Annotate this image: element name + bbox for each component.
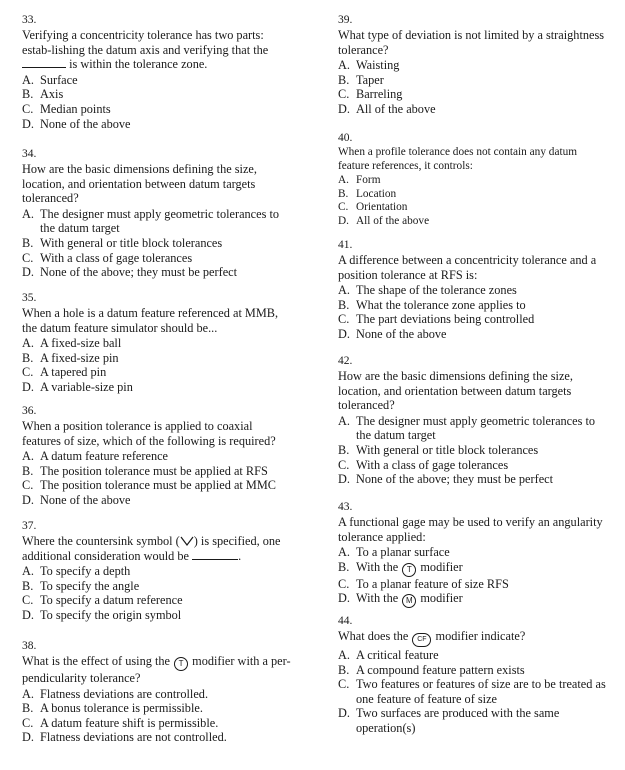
option-c: C. Orientation bbox=[338, 201, 408, 214]
option-a: A. To a planar surface bbox=[338, 545, 450, 560]
option-d: D. To specify the origin symbol bbox=[22, 607, 182, 622]
option-b: B. To specify the angle bbox=[22, 578, 140, 593]
question-text: When a hole is a datum feature referenced at MMB, the datum feature simulator should be... bbox=[22, 306, 279, 335]
option-d: D. None of the above bbox=[22, 116, 131, 131]
option-c: C. Two features or features of size are to be treated as one feature of feature of size bbox=[338, 677, 606, 706]
option-d: D. None of the above; they must be perfect bbox=[338, 472, 554, 487]
countersink-icon bbox=[180, 536, 194, 546]
option-a: A. A fixed-size ball bbox=[22, 336, 122, 351]
option-b: B. With general or title block tolerances bbox=[338, 442, 539, 457]
question-number: 35. bbox=[22, 292, 37, 304]
question-39 bbox=[338, 14, 610, 117]
option-a: A. The designer must apply geometric tolerances to the datum target bbox=[22, 206, 280, 236]
option-d: D. Flatness deviations are not controlled. bbox=[22, 730, 227, 745]
question-35 bbox=[22, 292, 294, 395]
question-text: When a profile tolerance does not contain any datum feature references, it controls: bbox=[338, 146, 578, 172]
option-a: A. The designer must apply geometric tolerances to the datum target bbox=[338, 413, 596, 443]
option-b: B. Axis bbox=[22, 87, 64, 102]
question-text: Verifying a concentricity tolerance has two parts: estab-lishing the datum axis and verifying that the is within the tolerance zone. bbox=[22, 28, 269, 72]
question-text: A difference between a concentricity tolerance and a position tolerance at RFS is: bbox=[338, 253, 597, 282]
question-number: 40. bbox=[338, 132, 353, 144]
option-b: B. A bonus tolerance is permissible. bbox=[22, 701, 203, 716]
option-b: B. Taper bbox=[338, 72, 384, 87]
question-38 bbox=[22, 640, 294, 745]
question-number: 38. bbox=[22, 640, 37, 652]
question-40 bbox=[338, 132, 598, 229]
option-d: D. None of the above bbox=[22, 492, 131, 507]
option-b: B. The position tolerance must be applied at RFS bbox=[22, 463, 268, 478]
option-a: A. A datum feature reference bbox=[22, 449, 169, 464]
continuous-feature-modifier-icon: CF bbox=[412, 633, 431, 647]
option-b: B. What the tolerance zone applies to bbox=[338, 297, 526, 312]
option-c: C. A tapered pin bbox=[22, 365, 107, 380]
tangent-plane-modifier-icon: T bbox=[402, 563, 416, 577]
question-text: When a position tolerance is applied to coaxial features of size, which of the following is required? bbox=[22, 419, 276, 448]
option-b: B. With general or title block tolerances bbox=[22, 235, 223, 250]
question-number: 36. bbox=[22, 405, 37, 417]
option-b: B. With the T modifier bbox=[338, 560, 610, 577]
option-d: D. None of the above; they must be perfect bbox=[22, 265, 238, 280]
option-a: A. To specify a depth bbox=[22, 564, 131, 579]
question-text: A functional gage may be used to verify an angularity tolerance applied: bbox=[338, 515, 603, 544]
tangent-plane-modifier-icon: T bbox=[174, 657, 188, 671]
option-c: C. To a planar feature of size RFS bbox=[338, 576, 509, 591]
option-c: C. The part deviations being controlled bbox=[338, 312, 535, 327]
option-d: D. A variable-size pin bbox=[22, 379, 133, 394]
option-d: D. All of the above bbox=[338, 101, 436, 116]
question-37 bbox=[22, 520, 294, 623]
option-a: A. Form bbox=[338, 174, 381, 187]
question-36 bbox=[22, 405, 294, 508]
question-number: 42. bbox=[338, 355, 353, 367]
option-c: C. The position tolerance must be applied at MMC bbox=[22, 478, 276, 493]
answer-blank bbox=[22, 57, 66, 68]
option-b: B. A compound feature pattern exists bbox=[338, 662, 525, 677]
question-number: 34. bbox=[22, 148, 37, 160]
question-number: 41. bbox=[338, 239, 353, 251]
question-42 bbox=[338, 355, 610, 487]
option-a: A. A critical feature bbox=[338, 648, 439, 662]
option-c: C. A datum feature shift is permissible. bbox=[22, 715, 219, 730]
question-text: How are the basic dimensions defining the size, location, and orientation between datum targets toleranced? bbox=[338, 369, 573, 413]
question-text: What does the CF modifier indicate? bbox=[338, 629, 610, 647]
question-33 bbox=[22, 14, 294, 131]
option-c: C. With a class of gage tolerances bbox=[22, 250, 193, 265]
question-text: How are the basic dimensions defining the size, location, and orientation between datum targets toleranced? bbox=[22, 162, 257, 206]
question-44 bbox=[338, 615, 610, 736]
question-number: 43. bbox=[338, 501, 353, 513]
question-number: 37. bbox=[22, 520, 37, 532]
question-text: What type of deviation is not limited by a straightness tolerance? bbox=[338, 28, 605, 57]
mmc-modifier-icon: M bbox=[402, 594, 416, 608]
question-number: 39. bbox=[338, 14, 353, 26]
option-a: A. Waisting bbox=[338, 58, 400, 73]
option-c: C. With a class of gage tolerances bbox=[338, 457, 509, 472]
option-a: A. Surface bbox=[22, 72, 78, 87]
question-text: What is the effect of using the T modifier with a per-pendicularity tolerance? bbox=[22, 654, 291, 685]
answer-blank bbox=[192, 549, 238, 560]
question-43 bbox=[338, 501, 610, 608]
question-number: 44. bbox=[338, 615, 353, 627]
option-b: B. Location bbox=[338, 187, 397, 200]
option-c: C. Median points bbox=[22, 101, 111, 116]
option-d: D. With the M modifier bbox=[338, 591, 610, 608]
option-a: A. Flatness deviations are controlled. bbox=[22, 686, 209, 701]
option-d: D. All of the above bbox=[338, 214, 430, 227]
question-34 bbox=[22, 148, 294, 280]
question-text: Where the countersink symbol ( ) is specified, one additional consideration would be . bbox=[22, 534, 281, 563]
option-c: C. Barreling bbox=[338, 87, 403, 102]
option-b: B. A fixed-size pin bbox=[22, 350, 119, 365]
option-a: A. The shape of the tolerance zones bbox=[338, 283, 517, 298]
question-41 bbox=[338, 239, 610, 342]
question-number: 33. bbox=[22, 14, 37, 26]
option-d: D. None of the above bbox=[338, 326, 447, 341]
option-c: C. To specify a datum reference bbox=[22, 593, 183, 608]
option-d: D. Two surfaces are produced with the same operation(s) bbox=[338, 706, 560, 735]
